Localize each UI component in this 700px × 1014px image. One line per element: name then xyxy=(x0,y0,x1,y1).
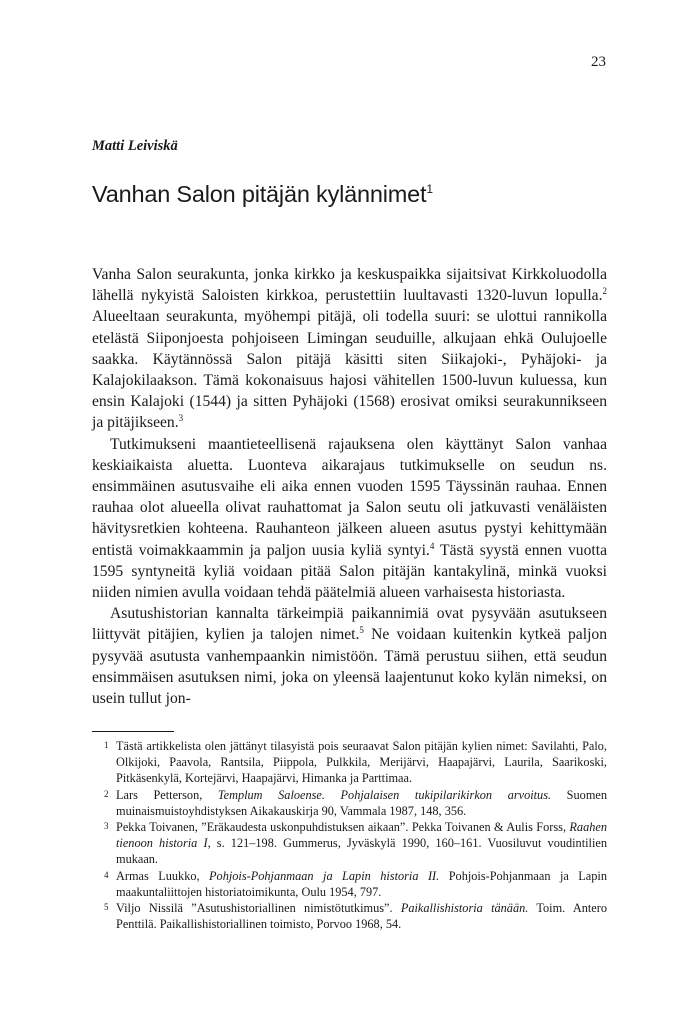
paragraph-text: Ne voidaan kuitenkin kytkeä paljon pysyvää asutusta vanhempaankin nimistöön. Tämä perustuu siihen, että seudun ensimmäisen asutuksen nimi, joka on yleensä laajentunut koko kylän nimeksi, on usein tullut jon- xyxy=(92,626,607,708)
footnote-number: 2 xyxy=(104,788,109,799)
footnote xyxy=(92,900,607,932)
body-paragraph xyxy=(92,264,607,434)
footnote-text: Raahen tienoon historia I xyxy=(116,820,607,851)
paragraph-text: Asutushistorian kannalta tärkeimpiä paikannimiä ovat pysyvään asutukseen liittyvät pitäjien, kylien ja talojen nimet. xyxy=(92,605,607,644)
paragraph-text: Alueeltaan seurakunta, myöhempi pitäjä, oli todella suuri: se ulottui rannikolla etelästä Siiponjoesta pohjoiseen Limingan seuduille, alkujaan ehkä Oulujoelle saakka. Käytännössä Salon pitäjä käsitti siten Siikajoki-, Pyhäjoki- ja Kalajokilaakson. Tämä kokonaisuus hajosi vähitellen 1500-luvun kuluessa, kun ensin Kalajoki (1544) ja sitten Pyhäjoki (1568) erosivat omiksi seurakunnikseen ja pitäjikseen. xyxy=(92,308,607,432)
author-name: Matti Leiviskä xyxy=(92,138,178,154)
footnote-text: Viljo Nissilä ”Asutushistoriallinen nimistötutkimus”. xyxy=(116,901,401,916)
paragraph-text: Tästä syystä ennen vuotta 1595 syntyneitä kyliä voidaan pitää Salon pitäjän kantakylinä, minkä vuoksi niiden nimien avulla voidaan tehdä päätelmiä alueen varhaisesta historiasta. xyxy=(92,541,607,602)
page-number: 23 xyxy=(591,54,606,70)
footnote-text: , s. 121–198. Gummerus, Jyväskylä 1990, 160–161. Vuosiluvut voudintilien mukaan. xyxy=(116,836,607,867)
body-paragraph xyxy=(92,603,607,709)
paragraph-text: Vanha Salon seurakunta, jonka kirkko ja keskuspaikka sijaitsivat Kirkkoluodolla lähellä nykyistä Saloisten kirkkoa, perustettiin luultavasti 1320-luvun lopulla. xyxy=(92,266,607,305)
footnote-text: Templum Saloense. Pohjalaisen tukipilarikirkon arvoitus. xyxy=(217,787,552,802)
footnote-number: 3 xyxy=(104,821,109,832)
footnote xyxy=(92,738,607,787)
footnote-text: Lars Petterson, xyxy=(116,787,218,802)
footnote-reference: 5 xyxy=(359,625,364,636)
footnote-number: 1 xyxy=(104,740,109,750)
body-paragraph xyxy=(92,434,607,604)
footnote-text: Suomen muinaismuistoyhdistyksen Aikakauskirja 90, Vammala 1987, 148, 356. xyxy=(116,787,607,818)
footnote-number: 5 xyxy=(104,902,109,913)
footnote-text: Paikallishistoria tänään. xyxy=(400,901,529,916)
paragraph-text: Tutkimukseni maantieteellisenä rajauksena olen käyttänyt Salon vanhaa keskiaikaista aluetta. Luonteva aikarajaus tutkimukselle on seudun ns. ensimmäinen asutusvaihe eli aika ennen vuoden 1595 Täyssinän rauhaa. Ennen rauhaa olot alueella olivat rauhattomat ja Salon seutu oli jatkuvasti venäläisten hävitysretkien kohteena. Rauhanteon jälkeen alueen asutus pystyi kehittymään entistä voimakkaammin ja paljon uusia kyliä syntyi. xyxy=(92,435,607,559)
title-footnote-marker: 1 xyxy=(426,182,433,196)
article-title-text: Vanhan Salon pitäjän kylännimet xyxy=(92,181,427,207)
footnote-text: Pekka Toivanen, ”Eräkaudesta uskonpuhdistuksen aikaan”. Pekka Toivanen & Aulis Forss, xyxy=(116,820,570,835)
article-title xyxy=(92,181,433,208)
footnote-text: Toim. Antero Penttilä. Paikallishistoriallinen toimisto, Porvoo 1968, 54. xyxy=(116,901,607,932)
footnote-reference: 3 xyxy=(178,413,184,424)
footnote-text: Tästä artikkelista olen jättänyt tilasyistä pois seuraavat Salon pitäjän kylien nimet: Savilahti, Palo, Olkijoki, Paavola, Rantsila, Piippola, Pulkkila, Merijärvi, Haapajärvi, Laurila, Saarikoski, Pitkäsenkylä, Kortejärvi, Haapajärvi, Himanka ja Parttimaa. xyxy=(116,739,607,786)
footnote-reference: 4 xyxy=(429,540,435,551)
footnote xyxy=(92,868,607,900)
footnotes xyxy=(92,738,607,932)
footnote xyxy=(92,819,607,868)
article-body xyxy=(92,264,607,709)
footnote-text: Armas Luukko, xyxy=(116,868,210,883)
footnote xyxy=(92,787,607,819)
footnote-reference: 2 xyxy=(602,286,607,297)
footnote-rule xyxy=(92,731,174,732)
footnote-number: 4 xyxy=(104,869,109,880)
footnote-text: Pohjois-Pohjanmaan ja Lapin historia II. xyxy=(209,868,440,883)
footnote-text: Pohjois-Pohjanmaan ja Lapin maakuntaliittojen historiatoimikunta, Oulu 1954, 797. xyxy=(116,868,607,899)
